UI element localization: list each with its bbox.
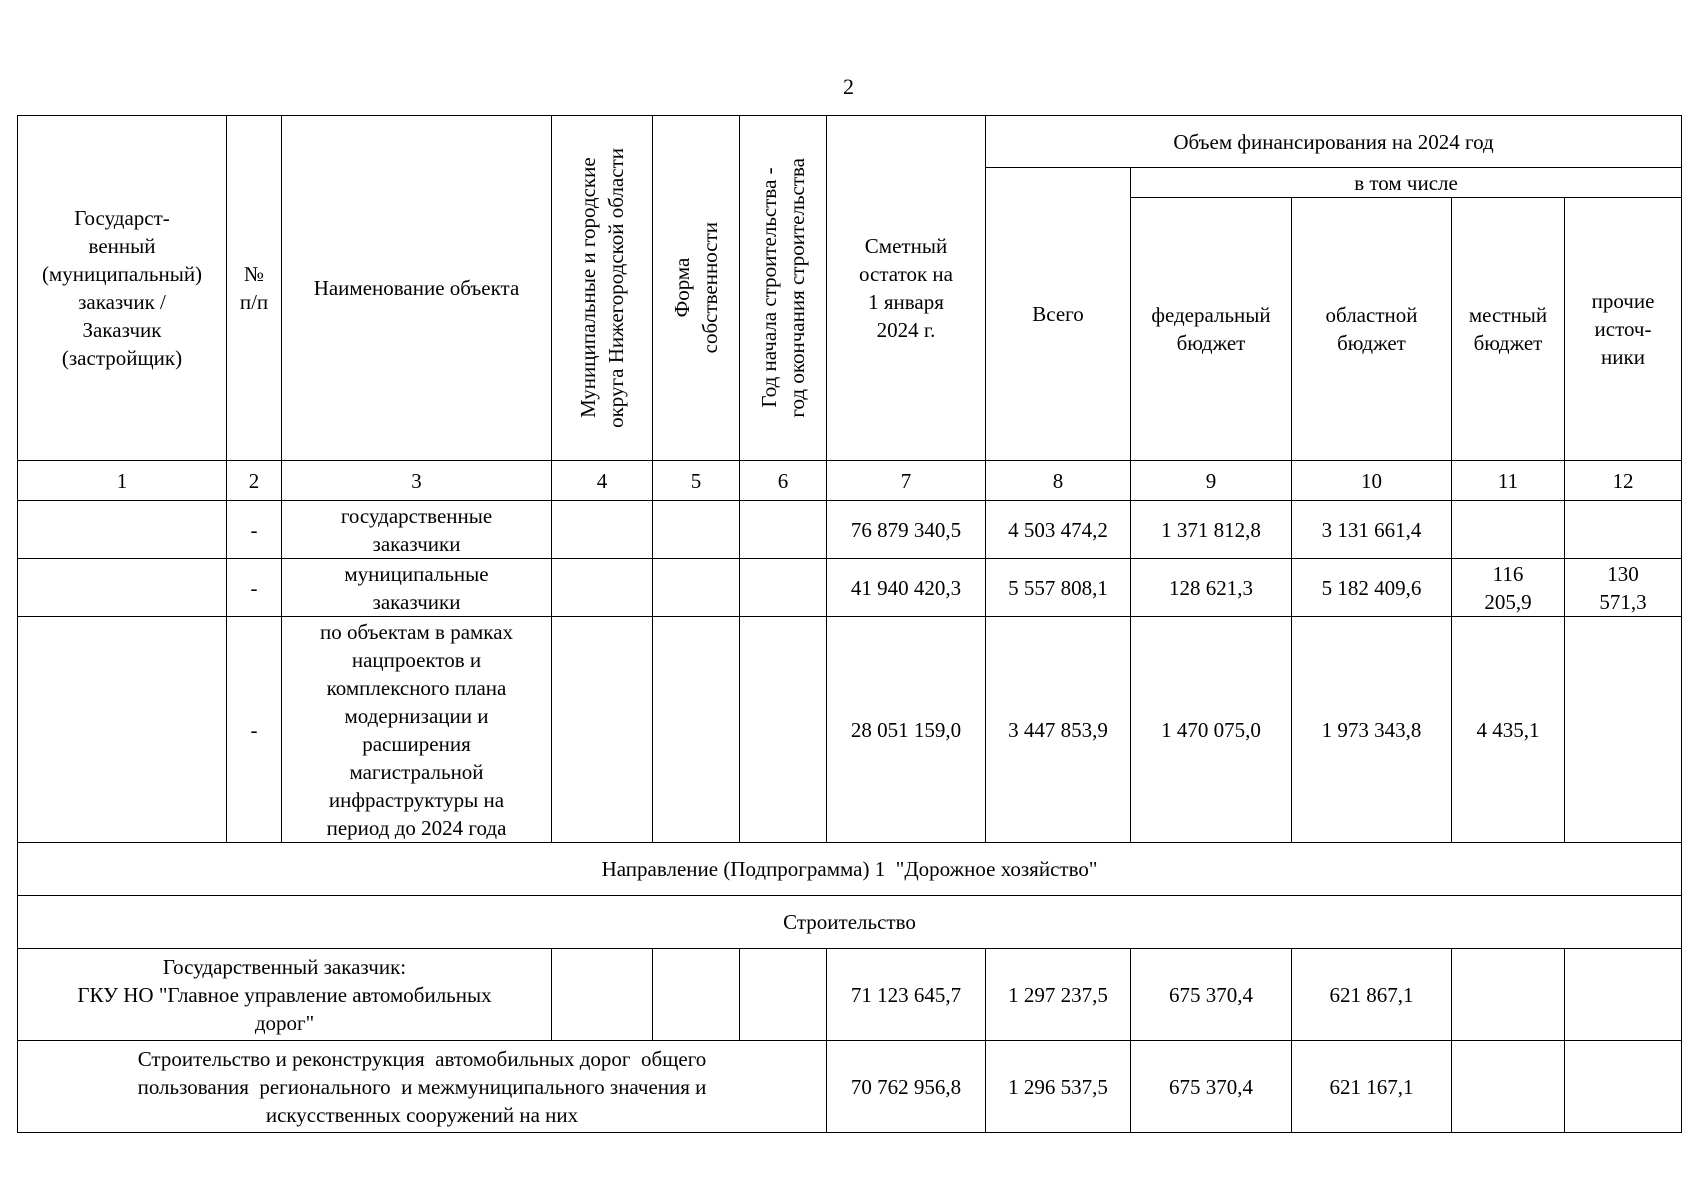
construction-name: Строительство и реконструкция автомобильных дорог общего пользования регионального и межмуниципального значения и искусственных сооружений на них <box>18 1041 827 1133</box>
gku-row <box>18 949 1682 1041</box>
cell-regional: 621 167,1 <box>1292 1041 1452 1133</box>
cell-regional: 5 182 409,6 <box>1292 559 1452 617</box>
header-customer: Государст- венный (муниципальный) заказчик / Заказчик (застройщик) <box>18 116 227 461</box>
header-number: № п/п <box>227 116 282 461</box>
cell-municipality <box>552 617 653 843</box>
column-number: 4 <box>552 461 653 501</box>
cell-estimate: 71 123 645,7 <box>827 949 986 1041</box>
cell-estimate: 41 940 420,3 <box>827 559 986 617</box>
cell-regional: 3 131 661,4 <box>1292 501 1452 559</box>
cell-regional: 1 973 343,8 <box>1292 617 1452 843</box>
section-title: Строительство <box>18 896 1682 949</box>
header-ownership: Форма собственности <box>653 116 740 461</box>
header-object-name: Наименование объекта <box>282 116 552 461</box>
column-number: 12 <box>1565 461 1682 501</box>
header-financing: Объем финансирования на 2024 год <box>986 116 1682 168</box>
cell-ownership <box>653 949 740 1041</box>
cell-local: 4 435,1 <box>1452 617 1565 843</box>
page-number: 2 <box>843 74 854 99</box>
construction-row <box>18 1041 1682 1133</box>
cell-estimate: 76 879 340,5 <box>827 501 986 559</box>
header-years: Год начала строительства - год окончания строительства <box>740 116 827 461</box>
header-regional: областной бюджет <box>1292 198 1452 461</box>
gku-customer: Государственный заказчик: ГКУ НО "Главное управление автомобильных дорог" <box>18 949 552 1041</box>
cell-object-name: по объектам в рамках нацпроектов и комплексного плана модернизации и расширения магистральной инфраструктуры на период до 2024 года <box>282 617 552 843</box>
header-estimate: Сметный остаток на 1 января 2024 г. <box>827 116 986 461</box>
table-row <box>18 501 1682 559</box>
column-number: 1 <box>18 461 227 501</box>
cell-object-name: муниципальные заказчики <box>282 559 552 617</box>
cell-total: 1 296 537,5 <box>986 1041 1131 1133</box>
cell-local: 116 205,9 <box>1452 559 1565 617</box>
cell-municipality <box>552 559 653 617</box>
header-total: Всего <box>986 168 1131 461</box>
cell-other: 130 571,3 <box>1565 559 1682 617</box>
direction-title: Направление (Подпрограмма) 1 "Дорожное хозяйство" <box>18 843 1682 896</box>
cell-years <box>740 501 827 559</box>
column-number: 10 <box>1292 461 1452 501</box>
cell-other <box>1565 949 1682 1041</box>
column-number: 11 <box>1452 461 1565 501</box>
cell-ownership <box>653 559 740 617</box>
column-number: 8 <box>986 461 1131 501</box>
cell-estimate: 28 051 159,0 <box>827 617 986 843</box>
cell-other <box>1565 501 1682 559</box>
direction-row <box>18 843 1682 896</box>
cell-years <box>740 617 827 843</box>
cell-number: - <box>227 617 282 843</box>
header-federal: федеральный бюджет <box>1131 198 1292 461</box>
cell-federal: 675 370,4 <box>1131 1041 1292 1133</box>
cell-customer <box>18 501 227 559</box>
column-number: 5 <box>653 461 740 501</box>
cell-number: - <box>227 501 282 559</box>
column-number: 2 <box>227 461 282 501</box>
cell-other <box>1565 617 1682 843</box>
cell-local <box>1452 501 1565 559</box>
column-number: 3 <box>282 461 552 501</box>
header-local: местный бюджет <box>1452 198 1565 461</box>
cell-federal: 1 371 812,8 <box>1131 501 1292 559</box>
section-row <box>18 896 1682 949</box>
cell-municipality <box>552 949 653 1041</box>
cell-years <box>740 559 827 617</box>
cell-total: 5 557 808,1 <box>986 559 1131 617</box>
cell-ownership <box>653 501 740 559</box>
header-municipalities: Муниципальные и городские округа Нижегородской области <box>552 116 653 461</box>
cell-customer <box>18 617 227 843</box>
financing-table <box>17 115 1682 1133</box>
cell-local <box>1452 1041 1565 1133</box>
header-including: в том числе <box>1131 168 1682 198</box>
cell-total: 4 503 474,2 <box>986 501 1131 559</box>
cell-other <box>1565 1041 1682 1133</box>
cell-federal: 128 621,3 <box>1131 559 1292 617</box>
table-row <box>18 617 1682 843</box>
column-number: 7 <box>827 461 986 501</box>
column-number: 6 <box>740 461 827 501</box>
cell-ownership <box>653 617 740 843</box>
cell-total: 3 447 853,9 <box>986 617 1131 843</box>
header-other: прочие источ- ники <box>1565 198 1682 461</box>
cell-years <box>740 949 827 1041</box>
table-row <box>18 559 1682 617</box>
cell-federal: 675 370,4 <box>1131 949 1292 1041</box>
cell-number: - <box>227 559 282 617</box>
cell-federal: 1 470 075,0 <box>1131 617 1292 843</box>
cell-municipality <box>552 501 653 559</box>
column-number: 9 <box>1131 461 1292 501</box>
cell-regional: 621 867,1 <box>1292 949 1452 1041</box>
cell-local <box>1452 949 1565 1041</box>
cell-total: 1 297 237,5 <box>986 949 1131 1041</box>
cell-estimate: 70 762 956,8 <box>827 1041 986 1133</box>
cell-object-name: государственные заказчики <box>282 501 552 559</box>
column-numbers-row <box>18 461 1682 501</box>
cell-customer <box>18 559 227 617</box>
header-row <box>18 116 1682 168</box>
